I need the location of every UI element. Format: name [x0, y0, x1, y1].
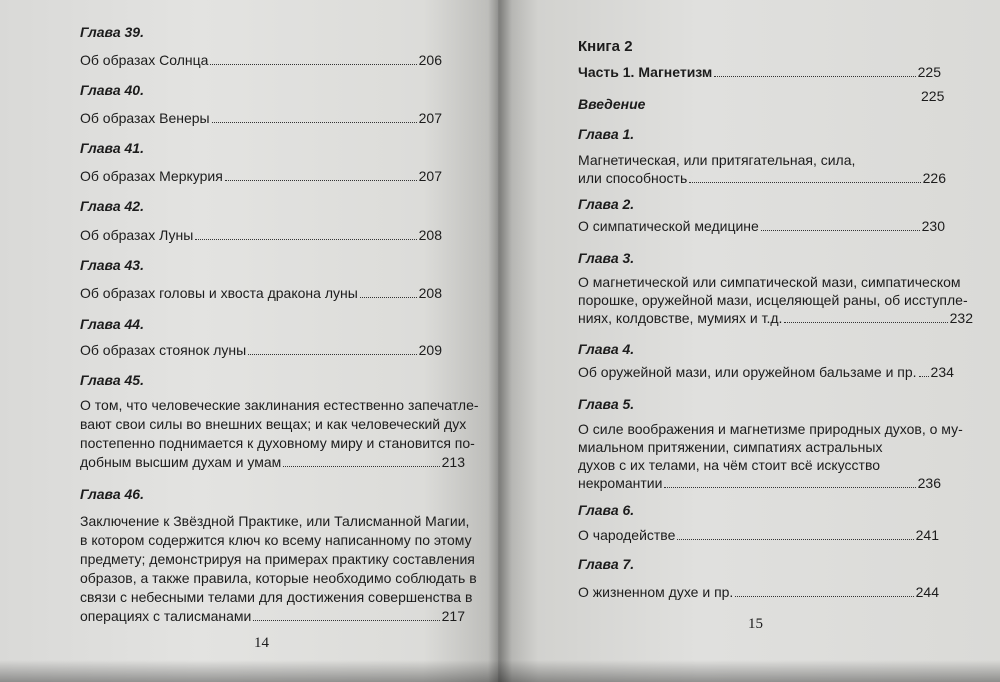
intro-heading: Введение	[578, 96, 646, 112]
chapter-heading: Глава 2.	[578, 196, 635, 212]
entry-title: ниях, колдовстве, мумиях и т.д.	[578, 310, 783, 326]
chapter-heading: Глава 4.	[578, 341, 635, 357]
entry-line: Магнетическая, или притягательная, сила,	[578, 152, 856, 168]
entry-page: 230	[921, 218, 945, 234]
entry-line: связи с небесными телами для достижения совершенства в	[80, 589, 473, 605]
entry-page: 213	[441, 454, 465, 470]
entry-line: вают свои силы во внешних вещах; и как человеческий дух	[80, 416, 467, 432]
entry-title: некромантии	[578, 475, 663, 491]
part-entry	[578, 64, 941, 82]
part-title: Часть 1. Магнетизм	[578, 64, 713, 80]
entry-page: 207	[418, 168, 442, 184]
entry-title: Об образах Солнца	[80, 52, 209, 68]
dot-leader	[664, 487, 915, 488]
entry-line: Заключение к Звёздной Практике, или Талисманной Магии,	[80, 513, 470, 529]
toc-entry	[578, 527, 939, 545]
entry-title: добным высшим духам и умам	[80, 454, 282, 470]
chapter-heading: Глава 43.	[80, 257, 144, 273]
entry-line: О магнетической или симпатической мази, симпатическом	[578, 274, 961, 290]
right-page	[498, 0, 1000, 682]
entry-line: в котором содержится ключ ко всему написанному по этому	[80, 532, 472, 548]
chapter-heading: Глава 42.	[80, 198, 144, 214]
chapter-heading: Глава 45.	[80, 372, 144, 388]
toc-entry	[80, 52, 442, 70]
chapter-heading: Глава 3.	[578, 250, 635, 266]
entry-line: духов с их телами, на чём стоит всё искусство	[578, 457, 881, 473]
chapter-heading: Глава 44.	[80, 316, 144, 332]
chapter-heading: Глава 41.	[80, 140, 144, 156]
entry-page: 225	[917, 64, 941, 80]
entry-page: 244	[915, 584, 939, 600]
toc-entry	[578, 420, 963, 492]
entry-line: образов, а также правила, которые необходимо соблюдать в	[80, 570, 477, 586]
left-page	[0, 0, 498, 682]
entry-title: О чародействе	[578, 527, 676, 543]
entry-title: Об оружейной мази, или оружейном бальзаме и пр.	[578, 364, 917, 380]
dot-leader	[253, 620, 439, 621]
dot-leader	[714, 76, 915, 77]
entry-page: 226	[922, 170, 946, 186]
entry-title: Об образах головы и хвоста дракона луны	[80, 285, 358, 301]
chapter-heading: Глава 7.	[578, 556, 635, 572]
entry-title: операциях с талисманами	[80, 608, 252, 624]
entry-line: порошке, оружейной мази, исцеляющей раны, об исступле-	[578, 292, 968, 308]
entry-page: 236	[917, 475, 941, 491]
dot-leader	[195, 239, 416, 240]
dot-leader	[784, 322, 947, 323]
entry-page: 232	[949, 310, 973, 326]
entry-title: Об образах стоянок луны	[80, 342, 247, 358]
dot-leader	[225, 180, 417, 181]
entry-line: О силе воображения и магнетизме природных духов, о му-	[578, 421, 963, 437]
entry-page: 207	[418, 110, 442, 126]
entry-page: 208	[418, 285, 442, 301]
entry-page: 208	[418, 227, 442, 243]
entry-line: предмету; демонстрируя на примерах практику составления	[80, 551, 475, 567]
entry-title: Об образах Меркурия	[80, 168, 223, 184]
dot-leader	[210, 64, 416, 65]
dot-leader	[248, 354, 416, 355]
entry-title: или способность	[578, 170, 688, 186]
entry-page: 209	[418, 342, 442, 358]
dot-leader	[735, 596, 913, 597]
toc-entry	[578, 584, 939, 602]
entry-title: О симпатической медицине	[578, 218, 759, 234]
toc-entry	[578, 218, 945, 236]
chapter-heading: Глава 46.	[80, 486, 144, 502]
page-number: 14	[254, 635, 269, 651]
toc-entry	[80, 110, 442, 128]
dot-leader	[689, 182, 920, 183]
intro-page: 225	[921, 88, 945, 104]
entry-line: О том, что человеческие заклинания естественно запечатле-	[80, 397, 479, 413]
toc-entry	[578, 151, 946, 187]
chapter-heading: Глава 1.	[578, 126, 635, 142]
toc-entry	[80, 512, 477, 626]
toc-entry	[80, 396, 479, 472]
page-number: 15	[748, 616, 763, 632]
dot-leader	[919, 376, 929, 377]
entry-line: миальном притяжении, симпатиях астральных	[578, 439, 883, 455]
chapter-heading: Глава 5.	[578, 396, 635, 412]
chapter-heading: Глава 39.	[80, 24, 144, 40]
entry-page: 241	[915, 527, 939, 543]
dot-leader	[360, 297, 417, 298]
toc-entry	[578, 364, 954, 382]
entry-page: 234	[930, 364, 954, 380]
toc-entry	[80, 168, 442, 186]
toc-entry	[80, 227, 442, 245]
dot-leader	[677, 539, 913, 540]
toc-entry	[80, 342, 442, 360]
entry-title: Об образах Луны	[80, 227, 194, 243]
chapter-heading: Глава 40.	[80, 82, 144, 98]
chapter-heading: Глава 6.	[578, 502, 635, 518]
dot-leader	[761, 230, 920, 231]
entry-title: О жизненном духе и пр.	[578, 584, 734, 600]
entry-page: 217	[441, 608, 465, 624]
dot-leader	[212, 122, 417, 123]
page-shadow	[0, 660, 1000, 682]
entry-page: 206	[418, 52, 442, 68]
toc-entry	[578, 273, 973, 327]
dot-leader	[283, 466, 439, 467]
entry-title: Об образах Венеры	[80, 110, 210, 126]
book-title: Книга 2	[578, 38, 633, 55]
book-gutter	[488, 0, 512, 682]
entry-line: постепенно поднимается к духовному миру и становится по-	[80, 435, 475, 451]
toc-entry	[80, 285, 442, 303]
